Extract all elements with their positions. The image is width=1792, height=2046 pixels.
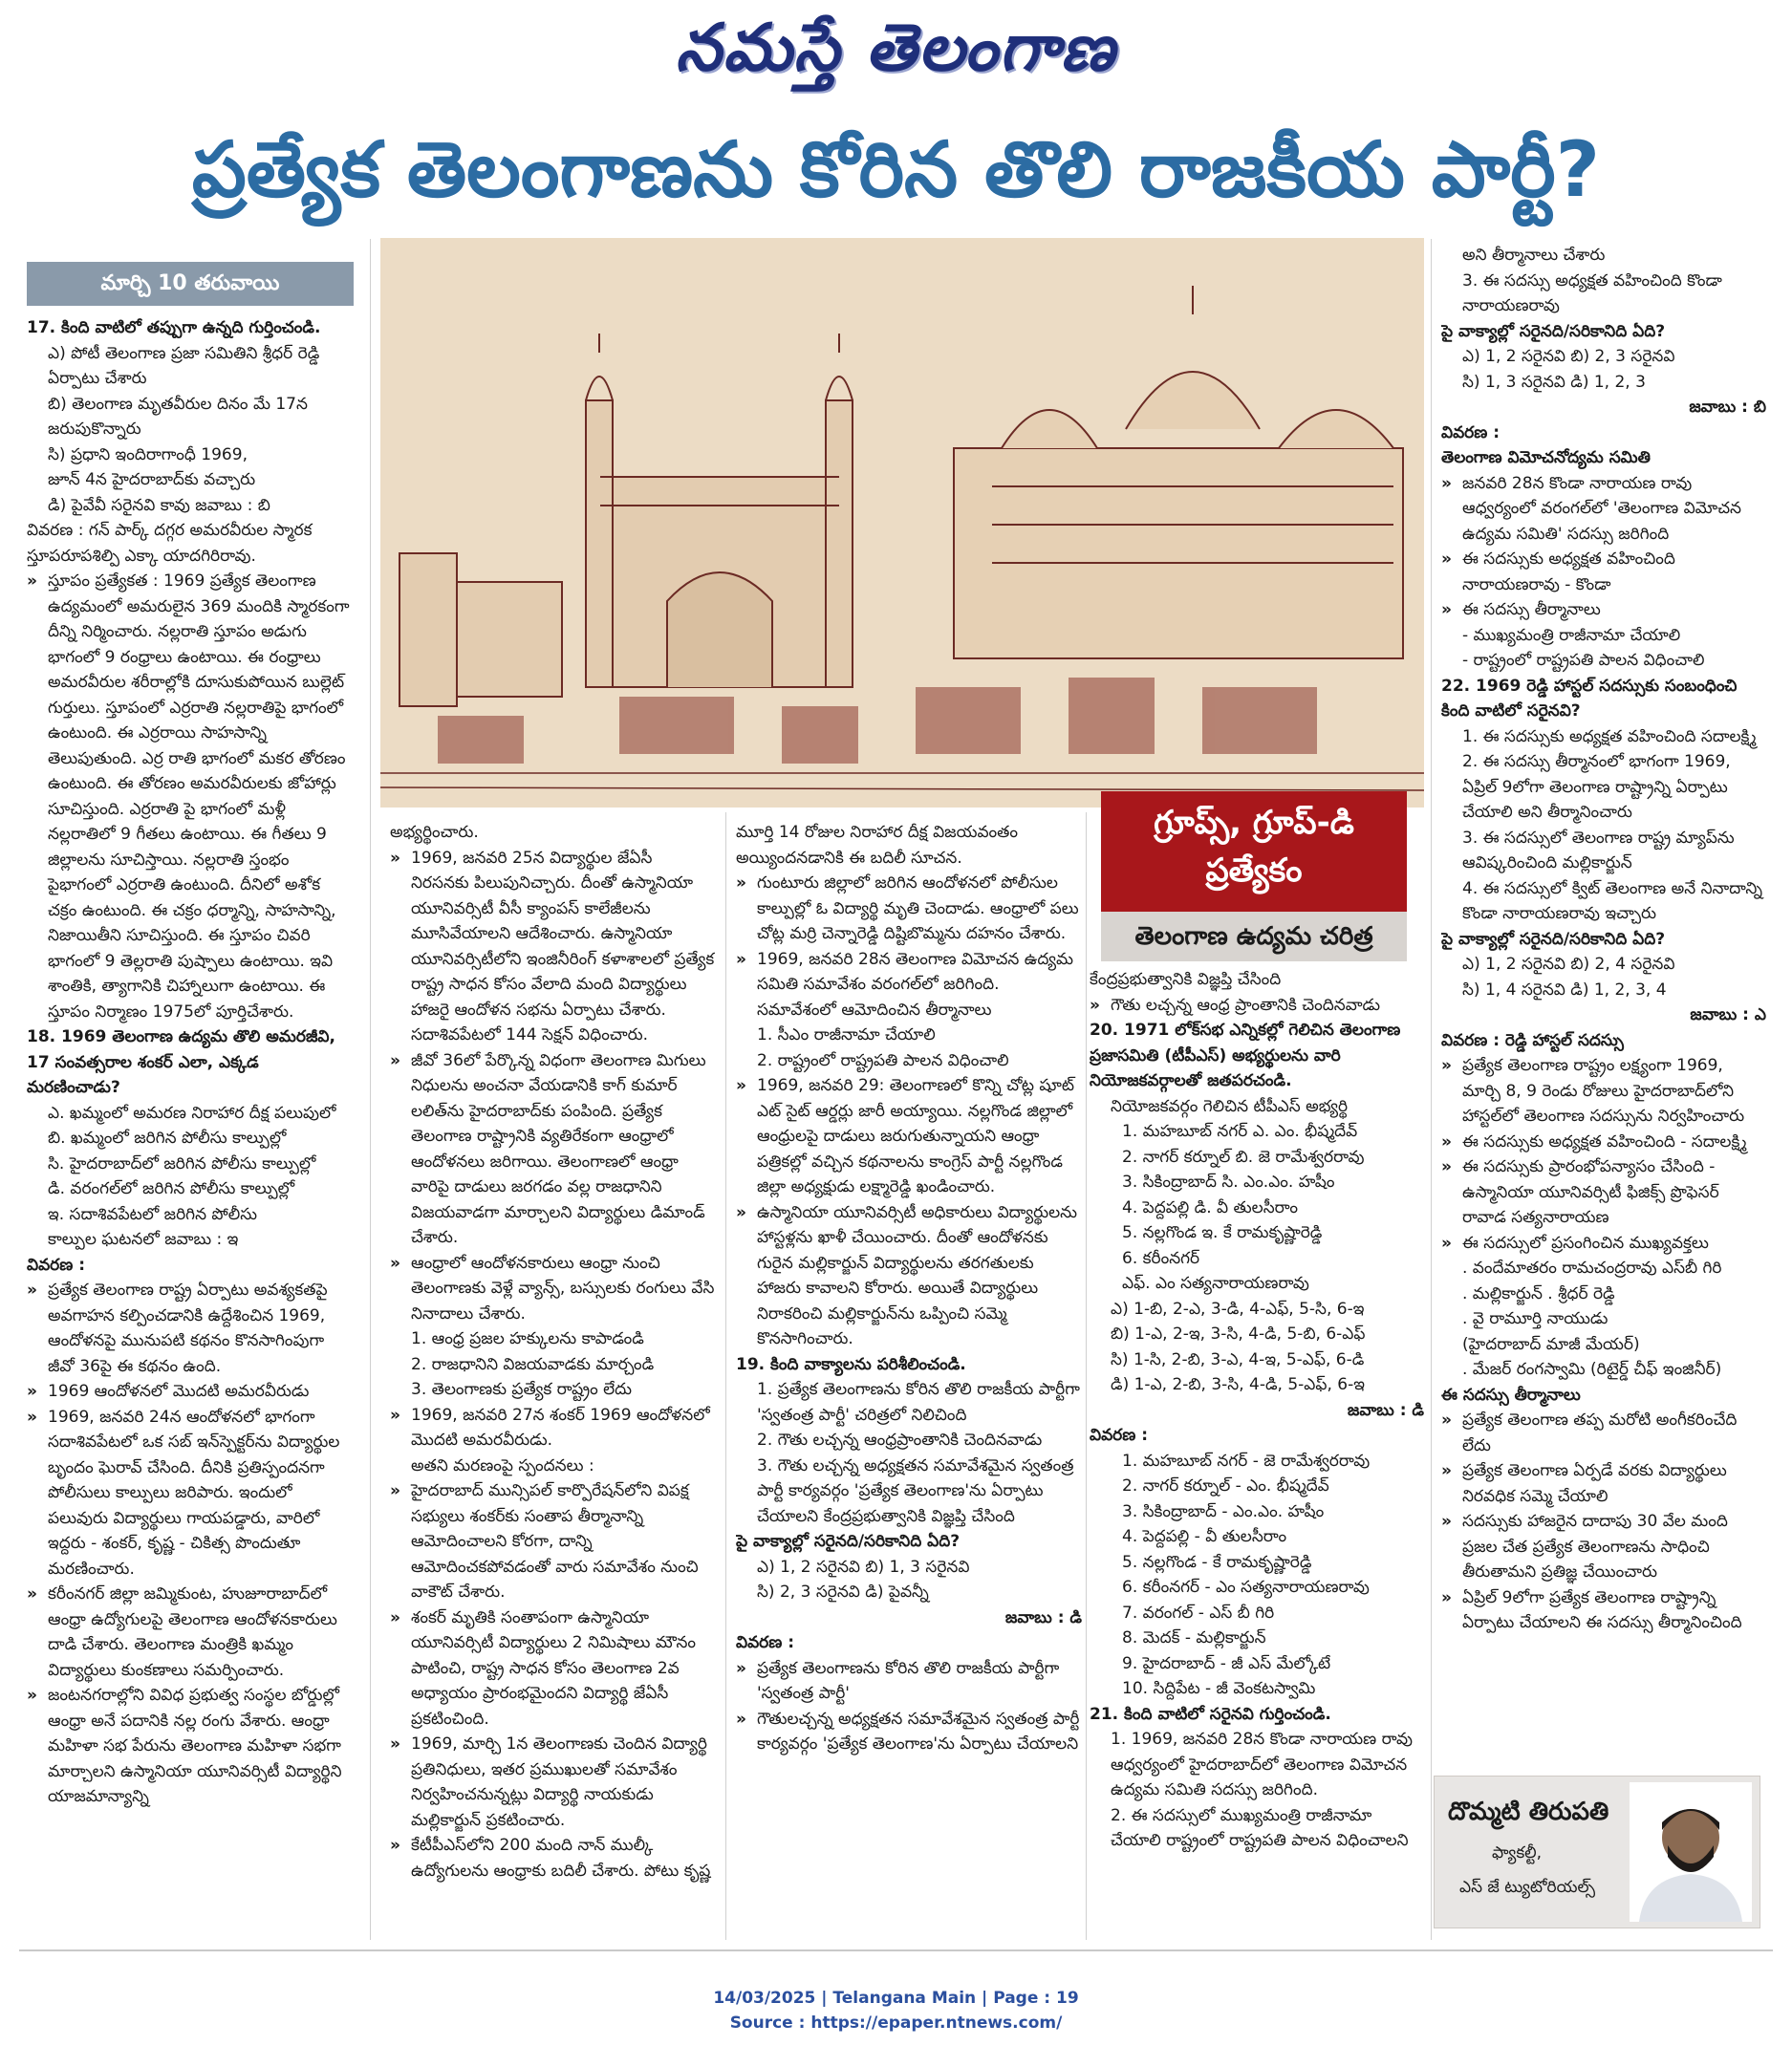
article-paragraph: ఎ) 1, 2 సరైనవి బి) 2, 3 సరైనవి bbox=[1462, 347, 1675, 366]
article-paragraph: బి. ఖమ్మంలో జరిగిన పోలీసు కాల్పుల్లో bbox=[48, 1129, 287, 1148]
article-paragraph: ఎ) పోటీ తెలంగాణ ప్రజా సమితిని శ్రీధర్ రెడ్డి bbox=[48, 343, 320, 363]
article-paragraph: 3. సికింద్రాబాద్ సి. ఎం.ఎం. హషీం bbox=[1122, 1173, 1335, 1192]
article-paragraph: వివరణ : గన్ పార్క్ దగ్గర అమరవీరుల స్మారక bbox=[27, 521, 313, 540]
article-paragraph: . వందేమాతరం రామచంద్రరావు ఎస్‌బీ గిరి bbox=[1462, 1259, 1722, 1278]
article-paragraph: పై వాక్యాల్లో సరైనది/సరికానిది ఏది? bbox=[736, 1532, 961, 1551]
article-paragraph: ఈ సదస్సు తీర్మానాలు bbox=[1441, 1385, 1581, 1405]
article-paragraph: 17. కింది వాటిలో తప్పుగా ఉన్నది గుర్తించండి. bbox=[27, 318, 321, 337]
article-paragraph: డి. వరంగల్‌లో జరిగిన పోలీసు కాల్పుల్లో bbox=[48, 1179, 295, 1198]
article-paragraph: 1. ఈ సదస్సుకు అధ్యక్షత వహించింది సదాలక్ష్మి bbox=[1462, 726, 1757, 746]
article-paragraph: . వై రామూర్తి నాయుడు bbox=[1462, 1309, 1608, 1328]
article-paragraph: బి) తెలంగాణ మృతవీరుల దినం మే 17న bbox=[48, 394, 308, 414]
footer-source: Source : https://epaper.ntnews.com/ bbox=[729, 2014, 1063, 2033]
article-paragraph: - రాష్ట్రంలో రాష్ట్రపతి పాలన విధించాలి bbox=[1462, 651, 1705, 670]
article-paragraph: » ఉస్మానియా యూనివర్సిటీ అధికారులు విద్యార్థులను హాస్టళ్లను ఖాళీ చేయించారు. దీంతో ఆందోళనకు గురైన మల్లికార్జున్ విద్యార్థులను తరగతులకు హాజరు కావాలని కోరారు. అయితే విద్యార్థులు నిరాకరించి మల్లికార్జున్‌ను ఒప్పించి సమ్మె కొనసాగించారు. bbox=[736, 1200, 1082, 1352]
article-paragraph: » గౌతులచ్చన్న అధ్యక్షతన సమావేశమైన స్వతంత్ర పార్టీ కార్యవర్గం 'ప్రత్యేక తెలంగాణ'ను ఏర్పాటు చేయాలని bbox=[736, 1707, 1082, 1757]
article-paragraph: » సదస్సుకు హాజరైన దాదాపు 30 వేల మంది ప్రజల చేత ప్రత్యేక తెలంగాణను సాధించి తీరుతామని ప్రతిజ్ఞ చేయించారు bbox=[1441, 1509, 1766, 1585]
article-paragraph: » ప్రత్యేక తెలంగాణ రాష్ట్ర ఏర్పాటు అవశ్యకతపై అవగాహన కల్పించడానికి ఉద్దేశించిన 1969, ఆందోళనపై మునుపటి కథనం కొనసాగింపుగా జీవో 36పై ఈ కథనం ఉంది. bbox=[27, 1278, 354, 1379]
article-paragraph: డి) 1-ఎ, 2-బి, 3-సి, 4-డి, 5-ఎఫ్, 6-ఇ bbox=[1111, 1375, 1365, 1394]
article-paragraph: 1. ఆంధ్ర ప్రజల హక్కులను కాపాడండి bbox=[411, 1329, 644, 1348]
article-paragraph: » ప్రత్యేక తెలంగాణ రాష్ట్రం లక్ష్యంగా 1969, మార్చి 8, 9 రెండు రోజులు హైదరాబాద్‌లోని హాస్టల్‌లో తెలంగాణ సదస్సును నిర్వహించారు bbox=[1441, 1053, 1766, 1130]
article-paragraph: 3. తెలంగాణకు ప్రత్యేక రాష్ట్రం లేదు bbox=[411, 1380, 633, 1399]
article-paragraph: » హైదరాబాద్ మున్సిపల్ కార్పొరేషన్‌లోని విపక్ష సభ్యులు శంకర్‌కు సంతాప తీర్మానాన్ని ఆమోదించాలని కోరగా, దాన్ని ఆమోదించకపోవడంతో వారు సమావేశం నుంచి వాకౌట్ చేశారు. bbox=[390, 1478, 715, 1605]
article-paragraph: 4. పెద్దపల్లి - వీ తులసీరాం bbox=[1122, 1527, 1287, 1546]
column-2 bbox=[390, 820, 715, 1940]
article-paragraph: » 1969, జనవరి 28న తెలంగాణ విమోచన ఉద్యమ సమితి సమావేశం వరంగల్‌లో జరిగింది. సమావేశంలో ఆమోదించిన తీర్మానాలు bbox=[736, 947, 1082, 1023]
article-paragraph: 1. సీఎం రాజీనామా చేయాలి bbox=[757, 1025, 936, 1045]
article-paragraph: 10. సిద్దిపేట - జీ వెంకటస్వామి bbox=[1122, 1679, 1316, 1698]
article-paragraph: జవాబు : డి bbox=[1347, 1400, 1424, 1420]
article-paragraph: » ఆంధ్రాలో ఆందోళనకారులు ఆంధ్రా నుంచి తెలంగాణకు వెళ్లే వ్యాన్స్, బస్సులకు రంగులు వేసి నినాదాలు చేశారు. bbox=[390, 1251, 715, 1327]
article-paragraph: మూర్తి 14 రోజుల నిరాహార దీక్ష విజయవంతం అయ్యిందనడానికి ఈ బదిలీ సూచన. bbox=[736, 823, 1019, 868]
article-paragraph: » ఈ సదస్సుకు ప్రారంభోపన్యాసం చేసింది - ఉస్మానియా యూనివర్సిటీ ఫిజిక్స్ ప్రొఫెసర్ రావాడ సత్యనారాయణ bbox=[1441, 1154, 1766, 1231]
article-paragraph: పై వాక్యాల్లో సరైనది/సరికానిది ఏది? bbox=[1441, 929, 1666, 949]
masthead-logo: నమస్తే తెలంగాణ bbox=[675, 10, 1117, 86]
article-paragraph: . మల్లికార్జున్ . శ్రీధర్ రెడ్డి bbox=[1462, 1283, 1615, 1303]
footer-rule bbox=[19, 1949, 1773, 1951]
article-paragraph: ఇ. సదాశివపేటలో జరిగిన పోలీసు bbox=[48, 1204, 258, 1224]
article-paragraph: 20. 1971 లోక్‌సభ ఎన్నికల్లో గెలిచిన తెలంగాణ ప్రజాసమితి (టీపీఎస్) అభ్యర్థులను వారి నియోజకవర్గాలతో జతపరచండి. bbox=[1090, 1021, 1401, 1090]
footer-edition: 14/03/2025 | Telangana Main | Page : 19 bbox=[713, 1989, 1079, 2008]
article-paragraph: ఎ) 1, 2 సరైనవి బి) 2, 4 సరైనవి bbox=[1462, 955, 1675, 974]
article-paragraph: 3. సికింద్రాబాద్ - ఎం.ఎం. హషీం bbox=[1122, 1501, 1325, 1521]
article-paragraph: జవాబు : ఎ bbox=[1690, 1005, 1766, 1024]
article-paragraph: జవాబు : డి bbox=[1004, 1607, 1082, 1627]
article-paragraph: » 1969, జనవరి 29: తెలంగాణలో కొన్ని చోట్ల షూట్ ఎట్ సైట్ ఆర్డర్లు జారీ అయ్యాయి. నల్లగొండ జిల్లాలో ఆంధ్రులపై దాడులు జరుగుతున్నాయని ఆంధ్రా పత్రికల్లో వచ్చిన కథనాలను కాంగ్రెస్ పార్టీ నల్లగొండ జిల్లా అధ్యక్షుడు లక్ష్మారెడ్డి ఖండించారు. bbox=[736, 1073, 1082, 1200]
article-paragraph: కేంద్రప్రభుత్వానికి విజ్ఞప్తి చేసింది bbox=[1090, 970, 1282, 989]
article-paragraph: . మేజర్ రంగస్వామి (రిటైర్డ్ చీఫ్ ఇంజినీర్) bbox=[1462, 1360, 1722, 1379]
article-paragraph: » శంకర్ మృతికి సంతాపంగా ఉస్మానియా యూనివర్సిటీ విద్యార్థులు 2 నిమిషాలు మౌనం పాటించి, రాష్ట్ర సాధన కోసం తెలంగాణ 2వ అధ్యాయం ప్రారంభమైందని విద్యార్థి జేఏసీ ప్రకటించింది. bbox=[390, 1605, 715, 1733]
column-divider bbox=[370, 239, 371, 1940]
article-paragraph: 5. నల్లగొండ - కే రామకృష్ణారెడ్డి bbox=[1122, 1552, 1312, 1572]
article-paragraph: సి) 1-సి, 2-బి, 3-ఎ, 4-ఇ, 5-ఎఫ్, 6-డి bbox=[1111, 1349, 1365, 1369]
article-paragraph: పై వాక్యాల్లో సరైనది/సరికానిది ఏది? bbox=[1441, 321, 1666, 341]
article-paragraph: » స్తూపం ప్రత్యేకత : 1969 ప్రత్యేక తెలంగాణ ఉద్యమంలో అమరులైన 369 మందికి స్మారకంగా దీన్ని నిర్మించారు. నల్లరాతి స్తూపం అడుగు భాగంలో 9 రంధ్రాలు ఉంటాయి. ఈ రంధ్రాలు అమరవీరుల శరీరాల్లోకి దూసుకుపోయిన బుల్లెట్ గుర్తులు. స్తూపంలో ఎర్రరాతి నల్లరాతిపై భాగంలో ఉంటుంది. ఈ ఎర్రరాయి సాహసాన్ని తెలుపుతుంది. ఎర్ర రాతి భాగంలో మకర తోరణం ఉంటుంది. ఈ తోరణం అమరవీరులకు జోహార్లు సూచిస్తుంది. ఎర్రరాతి పై భాగంలో మళ్లీ నల్లరాతిలో 9 గీతలు ఉంటాయి. ఈ గీతలు 9 జిల్లాలను సూచిస్తాయి. నల్లరాతి స్తంభం పైభాగంలో ఎర్రరాతి ఉంటుంది. దీనిలో అశోక చక్రం ఉంటుంది. ఈ చక్రం ధర్మాన్ని, సాహసాన్ని, నిజాయితీని సూచిస్తుంది. ఈ స్తూపం చివరి భాగంలో 9 తెల్లరాతి పుష్పాలు ఉంటాయి. ఇవి శాంతికి, త్యాగానికి చిహ్నాలుగా ఉంటాయి. ఈ స్తూపం నిర్మాణం 1975లో పూర్తిచేశారు. bbox=[27, 569, 354, 1024]
article-paragraph: ఎఫ్. ఎం సత్యనారాయణరావు bbox=[1122, 1274, 1309, 1293]
article-paragraph: 3. ఈ సదస్సులో తెలంగాణ రాష్ట్ర మ్యాప్‌ను ఆవిష్కరించింది మల్లికార్జున్ bbox=[1462, 828, 1735, 872]
masthead bbox=[0, 0, 1792, 110]
article-paragraph: » కరీంనగర్ జిల్లా జమ్మికుంట, హుజూరాబాద్‌లో ఆంధ్రా ఉద్యోగులపై తెలంగాణ ఆందోళనకారులు దాడి చేశారు. తెలంగాణ మంత్రికి ఖమ్మం విద్యార్థులు కుంకణాలు సమర్పించారు. bbox=[27, 1582, 354, 1683]
article-paragraph: 6. కరీంనగర్ - ఎం సత్యనారాయణరావు bbox=[1122, 1578, 1370, 1597]
article-paragraph: 18. 1969 తెలంగాణ ఉద్యమ తొలి అమరజీవి, 17 సంవత్సరాల శంకర్ ఎలా, ఎక్కడ మరణించాడు? bbox=[27, 1027, 335, 1097]
article-paragraph: ఎ) 1-బి, 2-ఎ, 3-డి, 4-ఎఫ్, 5-సి, 6-ఇ bbox=[1111, 1299, 1365, 1319]
article-paragraph: 5. నల్లగొండ ఇ. కే రామకృష్ణారెడ్డి bbox=[1122, 1223, 1323, 1242]
article-paragraph: నియోజకవర్గం గెలిచిన టీపీఎస్ అభ్యర్థి bbox=[1111, 1096, 1349, 1116]
column-4 bbox=[1090, 967, 1424, 1940]
footer bbox=[0, 1986, 1792, 2035]
article-paragraph: సి) 1, 3 సరైనవి డి) 1, 2, 3 bbox=[1462, 372, 1646, 392]
article-paragraph: 2. నాగర్ కర్నూల్ బి. జె రామేశ్వరరావు bbox=[1122, 1147, 1365, 1167]
article-paragraph: » కేటీపీఎస్‌లోని 200 మంది నాన్ ముల్కీ ఉద్యోగులను ఆంధ్రాకు బదిలీ చేశారు. పోటు కృష్ణ bbox=[390, 1833, 715, 1884]
article-paragraph: స్తూపరూపశిల్పి ఎక్కా యాదగిరిరావు. bbox=[27, 546, 256, 566]
article-paragraph: » ప్రత్యేక తెలంగాణను కోరిన తొలి రాజకీయ పార్టీగా 'స్వతంత్ర పార్టీ' bbox=[736, 1656, 1082, 1707]
article-paragraph: 2. రాజధానిని విజయవాడకు మార్చండి bbox=[411, 1354, 655, 1374]
article-paragraph: » ప్రత్యేక తెలంగాణ ఏర్పడే వరకు విద్యార్థులు నిరవధిక సమ్మె చేయాలి bbox=[1441, 1458, 1766, 1509]
article-paragraph: 2. గౌతు లచ్చన్న ఆంధ్రప్రాంతానికి చెందినవాడు bbox=[757, 1431, 1043, 1450]
article-paragraph: » 1969, జనవరి 25న విద్యార్థుల జేఏసీ నిరసనకు పిలుపునిచ్చారు. దీంతో ఉస్మానియా యూనివర్సిటీ వీసీ క్యాంపస్ కాలేజీలను మూసివేయాలని ఆదేశించారు. ఉస్మానియా యూనివర్సిటీలోని ఇంజినీరింగ్ కళాశాలలో ప్రత్యేక రాష్ట్ర సాధన కోసం వేలాది మంది విద్యార్థులు హాజరై ఆందోళన సభను ఏర్పాటు చేశారు. సదాశివపేటలో 144 సెక్షన్ విధించారు. bbox=[390, 846, 715, 1048]
author-name: దొమ్మటి తిరుపతి bbox=[1448, 1798, 1609, 1826]
article-paragraph: 3. గౌతు లచ్చన్న అధ్యక్షతన సమావేశమైన స్వతంత్ర పార్టీ కార్యవర్గం 'ప్రత్యేక తెలంగాణ'ను ఏర్పాటు చేయాలని కేంద్రప్రభుత్వానికి విజ్ఞప్తి చేసింది bbox=[757, 1455, 1074, 1526]
article-paragraph: కాల్పుల ఘటనలో జవాబు : ఇ bbox=[48, 1230, 239, 1249]
author-photo bbox=[1630, 1782, 1752, 1922]
column-divider bbox=[725, 812, 726, 1940]
article-paragraph: 3. ఈ సదస్సు అధ్యక్షత వహించింది కొండా నారాయణరావు bbox=[1462, 270, 1722, 315]
article-paragraph: ఎ) 1, 2 సరైనవి బి) 1, 3 సరైనవి bbox=[757, 1557, 970, 1577]
article-paragraph: అని తీర్మానాలు చేశారు bbox=[1462, 246, 1606, 265]
special-section-badge bbox=[1101, 791, 1407, 912]
author-institute: ఎస్ జే ట్యుటోరియల్స్ bbox=[1459, 1878, 1596, 1897]
author-box bbox=[1434, 1776, 1760, 1928]
article-paragraph: 2. ఈ సదస్సు తీర్మానంలో భాగంగా 1969, ఏప్రిల్ 9లోగా తెలంగాణ రాష్ట్రాన్ని ఏర్పాటు చేయాలి అని తీర్మానించారు bbox=[1462, 752, 1731, 822]
article-paragraph: » జనవరి 28న కొండా నారాయణ రావు ఆధ్వర్యంలో వరంగల్‌లో 'తెలంగాణ విమోచన ఉద్యమ సమితి' సదస్సు జరిగింది bbox=[1441, 471, 1766, 548]
column-divider bbox=[1431, 239, 1432, 1940]
article-paragraph: ఎ. ఖమ్మంలో అమరణ నిరాహార దీక్ష పలుపులో bbox=[48, 1103, 336, 1123]
article-paragraph: 1. మహబూబ్ నగర్ - జె రామేశ్వరరావు bbox=[1122, 1451, 1371, 1471]
article-paragraph: అతని మరణంపై స్పందనలు : bbox=[411, 1455, 594, 1475]
article-paragraph: » ప్రత్యేక తెలంగాణ తప్ప మరోటి అంగీకరించేది లేదు bbox=[1441, 1408, 1766, 1458]
article-paragraph: 19. కింది వాక్యాలను పరిశీలించండి. bbox=[736, 1354, 966, 1374]
badge-subtitle: తెలంగాణ ఉద్యమ చరిత్ర bbox=[1101, 912, 1407, 961]
article-paragraph: వివరణ : bbox=[1441, 422, 1501, 442]
article-paragraph: » 1969 ఆందోళనలో మొదటి అమరవీరుడు bbox=[27, 1379, 354, 1405]
article-paragraph: » గుంటూరు జిల్లాలో జరిగిన ఆందోళనలో పోలీసుల కాల్పుల్లో ఓ విద్యార్థి మృతి చెందాడు. ఆంధ్రాలో పలు చోట్ల మర్రి చెన్నారెడ్డి దిష్టిబొమ్మను దహనం చేశారు. bbox=[736, 871, 1082, 947]
article-paragraph: 4. పెద్దపల్లి డి. వీ తులసీరాం bbox=[1122, 1197, 1298, 1217]
article-paragraph: » జంటనగరాల్లోని వివిధ ప్రభుత్వ సంస్థల బోర్డుల్లో ఆంధ్రా అనే పదానికి నల్ల రంగు వేశారు. ఆంధ్రా మహిళా సభ పేరును తెలంగాణ మహిళా సభగా మార్చాలని ఉస్మానియా యూనివర్సిటీ విద్యార్థిని యాజమాన్యాన్ని bbox=[27, 1683, 354, 1810]
article-paragraph: వివరణ : bbox=[736, 1633, 795, 1652]
article-paragraph: 6. కరీంనగర్ bbox=[1122, 1248, 1200, 1268]
article-paragraph: 8. మెదక్ - మల్లికార్జున్ bbox=[1122, 1628, 1266, 1648]
article-paragraph: 2. ఈ సదస్సులో ముఖ్యమంత్రి రాజీనామా చేయాలి రాష్ట్రంలో రాష్ట్రపతి పాలన విధించాలని bbox=[1111, 1805, 1409, 1850]
article-paragraph: వివరణ : bbox=[27, 1255, 86, 1275]
page-headline: ప్రత్యేక తెలంగాణను కోరిన తొలి రాజకీయ పార్టీ? bbox=[191, 125, 1601, 214]
badge-line-1: గ్రూప్స్, గ్రూప్-డి bbox=[1154, 804, 1354, 842]
article-paragraph: 1. 1969, జనవరి 28న కొండా నారాయణ రావు ఆధ్వర్యంలో హైదరాబాద్‌లో తెలంగాణ విమోచన ఉద్యమ సమితి సదస్సు జరిగింది. bbox=[1111, 1730, 1413, 1799]
article-paragraph: » ఈ సదస్సుకు అధ్యక్షత వహించింది - సదాలక్ష్మి bbox=[1441, 1130, 1766, 1155]
article-paragraph: ఏర్పాటు చేశారు bbox=[48, 369, 147, 388]
article-paragraph: » ఈ సదస్సుకు అధ్యక్షత వహించింది నారాయణరావు - కొండా bbox=[1441, 547, 1766, 597]
article-paragraph: » 1969, జనవరి 24న ఆందోళనలో భాగంగా సదాశివపేటలో ఒక సబ్ ఇన్‌స్పెక్టర్‌ను విద్యార్థుల బృందం ఘెరావ్ చేసింది. దీనికి ప్రతిస్పందనగా పోలీసులు కాల్పులు జరిపారు. ఇందులో పలువురు విద్యార్థులు గాయపడ్డారు, వారిలో ఇద్దరు - శంకర్, కృష్ణ - చికిత్స పొందుతూ మరణించారు. bbox=[27, 1405, 354, 1583]
article-paragraph: బి) 1-ఎ, 2-ఇ, 3-సి, 4-డి, 5-బి, 6-ఎఫ్ bbox=[1111, 1325, 1366, 1344]
series-tag: మార్చి 10 తరువాయి bbox=[27, 262, 354, 306]
article-paragraph: 7. వరంగల్ - ఎస్ బీ గిరి bbox=[1122, 1603, 1275, 1623]
article-paragraph: జూన్ 4న హైదరాబాద్‌కు వచ్చారు bbox=[48, 470, 256, 489]
article-paragraph: » జీవో 36లో పేర్కొన్న విధంగా తెలంగాణ మిగులు నిధులను అంచనా వేయడానికి కాగ్ కుమార్ లలిత్‌ను హైదరాబాద్‌కు పంపింది. ప్రత్యేక తెలంగాణ రాష్ట్రానికి వ్యతిరేకంగా ఆంధ్రాలో ఆందోళనలు జరిగాయి. తెలంగాణలో ఆంధ్రా వారిపై దాడులు జరగడం వల్ల రాజధానిని విజయవాడగా మార్చాలని విద్యార్థులు డిమాండ్ చేశారు. bbox=[390, 1048, 715, 1251]
article-paragraph: వివరణ : bbox=[1090, 1426, 1149, 1445]
article-paragraph: జవాబు : బి bbox=[1689, 398, 1766, 417]
article-paragraph: డి) పైవేవీ సరైనవి కావు జవాబు : బి bbox=[48, 495, 270, 515]
article-paragraph: 2. నాగర్ కర్నూల్ - ఎం. భీష్మదేవ్ bbox=[1122, 1476, 1329, 1496]
author-designation: ఫ్యాకల్టీ, bbox=[1492, 1843, 1543, 1863]
article-paragraph: జరుపుకొన్నారు bbox=[48, 420, 141, 439]
article-paragraph: (హైదరాబాద్ మాజీ మేయర్) bbox=[1462, 1334, 1640, 1354]
article-paragraph: 9. హైదరాబాద్ - జీ ఎస్ మేల్కోటే bbox=[1122, 1653, 1331, 1673]
article-paragraph: 22. 1969 రెడ్డి హాస్టల్ సదస్సుకు సంబంధించి కింది వాటిలో సరైనవి? bbox=[1441, 676, 1738, 721]
article-paragraph: » ఈ సదస్సులో ప్రసంగించిన ముఖ్యవక్తలు bbox=[1441, 1231, 1766, 1257]
article-paragraph: 2. రాష్ట్రంలో రాష్ట్రపతి పాలన విధించాలి bbox=[757, 1050, 1009, 1070]
article-paragraph: సి) 1, 4 సరైనవి డి) 1, 2, 3, 4 bbox=[1462, 980, 1667, 1000]
article-paragraph: » గౌతు లచ్చన్న ఆంధ్ర ప్రాంతానికి చెందినవాడు bbox=[1090, 993, 1424, 1019]
column-divider bbox=[1086, 812, 1087, 1940]
article-paragraph: - ముఖ్యమంత్రి రాజీనామా చేయాలి bbox=[1462, 625, 1681, 645]
article-paragraph: సి. హైదరాబాద్‌లో జరిగిన పోలీసు కాల్పుల్లో bbox=[48, 1153, 316, 1174]
article-paragraph: 4. ఈ సదస్సులో క్విట్ తెలంగాణ అనే నినాదాన్ని కొండా నారాయణరావు ఇచ్చారు bbox=[1462, 878, 1763, 923]
badge-line-2: ప్రత్యేకం bbox=[1205, 851, 1303, 890]
column-3 bbox=[736, 820, 1082, 1940]
article-paragraph: » ఈ సదస్సు తీర్మానాలు bbox=[1441, 597, 1766, 623]
article-paragraph: » 1969, జనవరి 27న శంకర్ 1969 ఆందోళనలో మొదటి అమరవీరుడు. bbox=[390, 1403, 715, 1454]
article-paragraph: 21. కింది వాటిలో సరైనవి గుర్తించండి. bbox=[1090, 1704, 1331, 1724]
column-5 bbox=[1441, 243, 1766, 1768]
article-paragraph: » 1969, మార్చి 1న తెలంగాణకు చెందిన విద్యార్థి ప్రతినిధులు, ఇతర ప్రముఖులతో సమావేశం నిర్వహించనున్నట్లు విద్యార్థి నాయకుడు మల్లికార్జున్ ప్రకటించారు. bbox=[390, 1732, 715, 1833]
article-paragraph: తెలంగాణ విమోచనోద్యమ సమితి bbox=[1441, 448, 1651, 467]
charminar-sketch-illustration bbox=[380, 238, 1424, 808]
column-1 bbox=[27, 315, 354, 1940]
article-paragraph: సి) 2, 3 సరైనవి డి) పైవన్నీ bbox=[757, 1583, 929, 1602]
article-paragraph: వివరణ : రెడ్డి హాస్టల్ సదస్సు bbox=[1441, 1030, 1624, 1050]
article-paragraph: అభ్యర్థించారు. bbox=[390, 823, 479, 842]
article-paragraph: » ఏప్రిల్ 9లోగా ప్రత్యేక తెలంగాణ రాష్ట్రాన్ని ఏర్పాటు చేయాలని ఈ సదస్సు తీర్మానించింది bbox=[1441, 1585, 1766, 1636]
article-paragraph: సి) ప్రధాని ఇందిరాగాంధీ 1969, bbox=[48, 444, 248, 464]
article-paragraph: 1. మహబూబ్ నగర్ ఎ. ఎం. భీష్మదేవ్ bbox=[1122, 1122, 1358, 1141]
article-paragraph: 1. ప్రత్యేక తెలంగాణను కోరిన తొలి రాజకీయ పార్టీగా 'స్వతంత్ర పార్టీ' చరిత్రలో నిలిచింది bbox=[757, 1380, 1080, 1425]
